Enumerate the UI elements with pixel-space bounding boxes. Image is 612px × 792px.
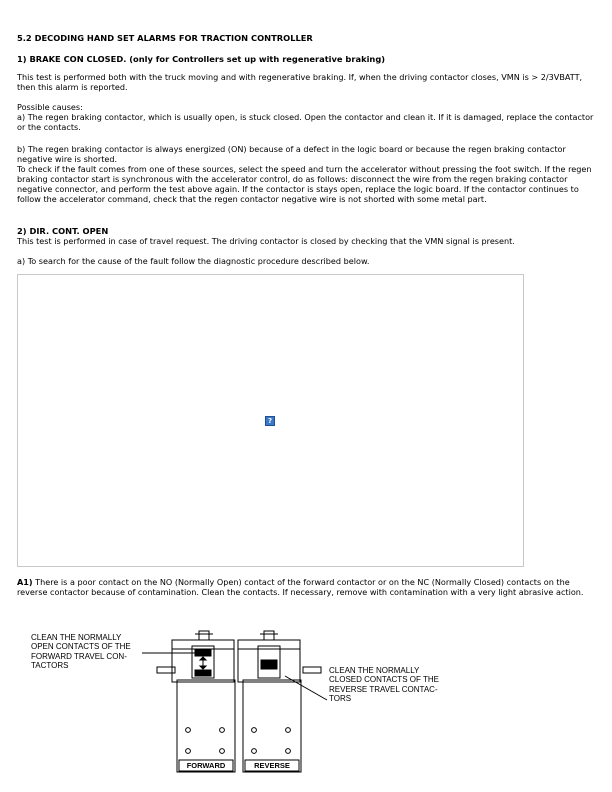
section-title: 5.2 DECODING HAND SET ALARMS FOR TRACTION CONTROLLER [17,33,313,43]
left-callout-line: OPEN CONTACTS OF THE [31,642,131,652]
reverse-label: REVERSE [254,761,290,770]
forward-contactor-body [177,680,235,772]
alarm1-heading: 1) BRAKE CON CLOSED. (only for Controllers set up with regenerative braking) [17,54,386,64]
forward-label: FORWARD [186,761,226,770]
left-callout-line: FORWARD TRAVEL CON- [31,651,127,661]
reverse-contactor-body [243,680,301,772]
cause-b: b) The regen braking contactor is always energized (ON) because of a defect in the logic board or because the regen braking contactor negative wire is shorted. [17,144,566,164]
right-callout-line: CLEAN THE NORMALLY [329,666,420,675]
diagnostic-flowchart-placeholder [17,274,524,567]
contactor-figure [17,622,595,782]
right-callout-line: CLOSED CONTACTS OF THE [329,675,439,685]
contactor-drawing [17,622,595,782]
right-callout-line: TORS [329,693,352,703]
right-terminal-bar [303,667,321,673]
a1-label: A1) [17,577,33,587]
left-callout-line: CLEAN THE NORMALLY [31,633,122,642]
alarm2-heading: 2) DIR. CONT. OPEN [17,226,109,236]
forward-top-nut [199,631,209,640]
a1-paragraph [17,577,595,597]
possible-causes-label: Possible causes: [17,102,83,112]
alarm2-item-a: a) To search for the cause of the fault follow the diagnostic procedure described below. [17,256,370,266]
alarm2-intro: This test is performed in case of travel request. The driving contactor is closed by checking that the VMN signal is present. [17,236,515,246]
a1-text: There is a poor contact on the NO (Normally Open) contact of the forward contactor or on the NC (Normally Closed) contacts on the reverse contactor because of contamination. Clean the contacts. If necessary, remove with contamination with a very light abrasive action. [17,577,584,597]
broken-image-icon: ? [265,416,275,426]
cause-a: a) The regen braking contactor, which is usually open, is stuck closed. Open the contactor and clean it. If it is damaged, replace the contactor or the contacts. [17,112,594,132]
alarm1-intro: This test is performed both with the truck moving and with regenerative braking. If, when the driving contactor closes, VMN is > 2/3VBATT, then this alarm is reported. [17,72,583,92]
reverse-top-nut [264,631,274,640]
check-procedure: To check if the fault comes from one of these sources, select the speed and turn the accelerator without pressing the foot switch. If the regen braking contactor start is synchronous with the accelerator control, do as follows: disconnect the wire from the regen braking contactor negative connector, and perform the test above again. If the contactor is stays open, replace the logic board. If the contactor continues to follow the accelerator command, check that the regen contactor negative wire is not shorted with some metal part. [17,164,592,204]
left-callout-line: TACTORS [31,660,69,670]
right-callout-line: REVERSE TRAVEL CONTAC- [329,684,438,694]
